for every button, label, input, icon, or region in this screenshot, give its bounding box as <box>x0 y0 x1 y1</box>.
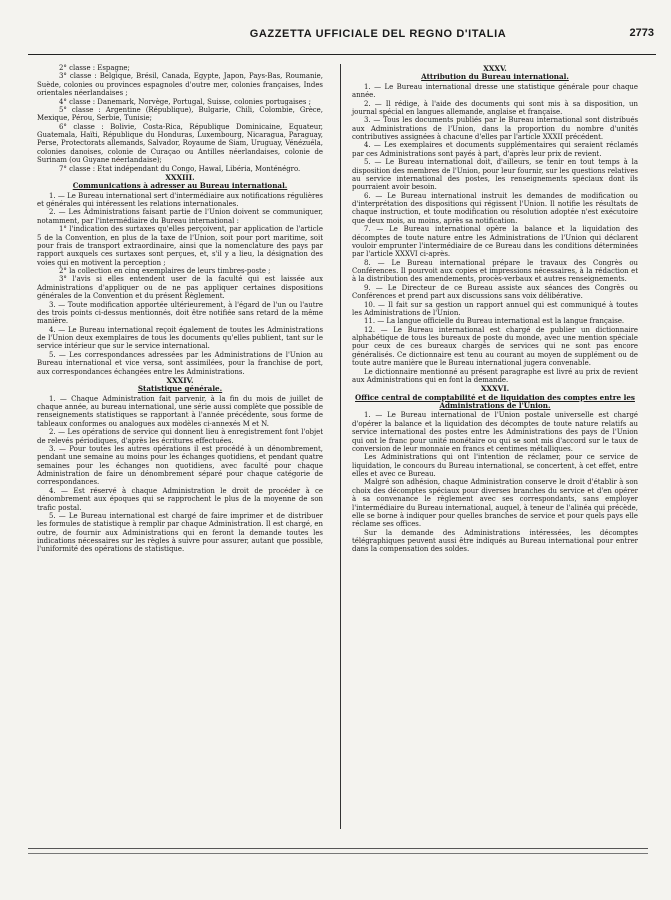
paragraph: 5. — Le Bureau international est chargé de faire imprimer et de distribuer les formules de statistique à remplir par chaque Administration. Il est chargé, en outre, de fournir aux Administrations qui en feront la demande toutes les indications nécessaires sur les règles à suivre pour assurer, autant que possible, l'uniformité des opérations de statistique. <box>37 511 323 554</box>
class-item: 3° classe : Belgique, Brésil, Canada, Egypte, Japon, Pays-Bas, Roumanie, Suède, colonies ou provinces espagnoles d'outre mer, colonies françaises, Indes orientales néerlandaises ; <box>37 72 323 98</box>
class-item: 4° classe : Danemark, Norvège, Portugal, Suisse, colonies portugaises ; <box>59 97 311 106</box>
paragraph: 1. — Le Bureau international sert d'intermédiaire aux notifications régulières et générales qui intéressent les relations internationales. <box>37 191 323 208</box>
paragraph: Les Administrations qui ont l'intention de réclamer, pour ce service de liquidation, le concours du Bureau international, se concertent, à cet effet, entre elles et avec ce Bureau. <box>352 453 638 478</box>
page-number: 2773 <box>629 27 654 39</box>
left-column <box>37 64 323 554</box>
paragraph: 3. — Toute modification apportée ultérieurement, à l'égard de l'un ou l'autre des trois points ci-dessus mentionnés, doit être notifiée sans retard de la même manière. <box>37 300 323 326</box>
paragraph: 2. — Il rédige, à l'aide des documents qui sont mis à sa disposition, un journal spécial en langues allemande, anglaise et française. <box>352 99 638 116</box>
section-number: XXXIII. <box>165 172 195 182</box>
paragraph: 5. — Le Bureau international doit, d'ailleurs, se tenir en tout temps à la disposition des membres de l'Union, pour leur fournir, sur les questions relatives au service international des postes, les renseignements spéciaux dont ils pourraient avoir besoin. <box>352 158 638 192</box>
class-item: 7° classe : Etat indépendant du Congo, Hawaï, Libéria, Monténégro. <box>59 164 301 173</box>
paragraph: 2° la collection en cinq exemplaires de leurs timbres-poste ; <box>59 267 271 275</box>
footer-rule <box>28 848 648 849</box>
paragraph: 4. — Le Bureau international reçoit également de toutes les Administrations de l'Union deux exemplaires de tous les documents qu'elles publient, tant sur le service intérieur que sur le service international. <box>37 325 323 351</box>
paragraph: 1. — Chaque Administration fait parvenir, à la fin du mois de juillet de chaque année, au bureau international, une série aussi complète que possible de renseignements statistiques se rapportant à l'année précédente, sous forme de tableaux conformes ou analogues aux modèles ci-annexés M et N. <box>37 394 323 428</box>
paragraph: 4. — Les exemplaires et documents supplémentaires qui seraient réclamés par ces Administrations sont payés à part, d'après leur prix de revient. <box>352 141 638 158</box>
paragraph: 3. — Pour toutes les autres opérations il est procédé à un dénombrement, pendant une semaine au moins pour les échanges quotidiens, et pendant quatre semaines pour les échanges non quotidiens, avec faculté pour chaque Administration de faire un dénombrement séparé pour chaque catégorie de correspondances. <box>37 444 323 487</box>
paragraph: 8. — Le Bureau international prépare le travaux des Congrès ou Conférences. Il pourvoit aux copies et impressions nécessaires, à la rédaction et à la distribution des amendements, procès-verbaux et autres renseignements. <box>352 258 638 284</box>
paragraph: 9. — Le Directeur de ce Bureau assiste aux séances des Congrès ou Conférences et prend part aux discussions sans voix délibérative. <box>352 283 638 301</box>
paragraph: 11. — La langue officielle du Bureau international est la langue française. <box>364 317 625 326</box>
paragraph: 12. — Le Bureau international est chargé de publier un dictionnaire alphabétique de tous les bureaux de poste du monde, avec une mention spéciale pour ceux de ces bureaux chargés de services qui ne sont pas encore généralisés. Ce dictionnaire est tenu au courant au moyen de supplément ou de toute autre manière que le Bureau international jugera convenable. <box>352 325 638 368</box>
section-title: Communications à adresser au Bureau international. <box>72 181 288 191</box>
class-item: 6° classe : Bolivie, Costa-Rica, République Dominicaine, Equateur, Guatemala, Haïti, République du Honduras, Luxembourg, Nicaragua, Paraguay, Perse, Protectorats allemands, Salvador, Royaume de Siam, Uruguay, Vénézuéla, colonies danoises, colonie de Curaçao ou Antilles néerlandaises, colonie de Surinam (ou Guyane néerlandaise); <box>37 122 323 165</box>
section-title: Office central de comptabilité et de liquidation des comptes entre les Administrations de l'Union. <box>355 392 635 410</box>
page-header <box>0 0 671 58</box>
paragraph: 10. — Il fait sur sa gestion un rapport annuel qui est communiqué à toutes les Administrations de l'Union. <box>352 300 638 317</box>
footer-rule-secondary <box>28 853 648 854</box>
paragraph: 4. — Est réservé à chaque Administration le droit de procéder à ce dénombrement aux époques qui se rapprochent le plus de la moyenne de son trafic postal. <box>37 486 323 512</box>
paragraph: 6. — Le Bureau international instruit les demandes de modification ou d'interprétation des dispositions qui régissent l'Union. Il notifie les résultats de chaque instruction, et toute modification ou résolution adoptée n'est exécutoire que deux mois, au moins, après sa notification. <box>352 191 638 225</box>
paragraph: Sur la demande des Administrations intéressées, les décomptes télégraphiques peuvent aussi être indiqués au Bureau international pour entrer dans la compensation des soldes. <box>352 528 638 554</box>
column-divider <box>340 64 341 829</box>
header-rule <box>28 54 656 55</box>
class-item: 5° classe : Argentine (République), Bulgarie, Chili, Colombie, Grèce, Mexique, Pérou, Serbie, Tunisie; <box>37 105 323 123</box>
section-number: XXXVI. <box>480 384 510 394</box>
right-column <box>352 64 638 554</box>
paragraph: Le dictionnaire mentionné au présent paragraphe est livré au prix de revient aux Administrations qui en font la demande. <box>352 367 638 384</box>
paragraph: 2. — Les Administrations faisant partie de l'Union doivent se communiquer, notamment, par l'intermédiaire du Bureau international : <box>37 208 323 225</box>
section-number: XXXIV. <box>166 375 194 385</box>
paragraph: 5. — Les correspondances adressées par les Administrations de l'Union au Bureau international et vice versa, sont assimilées, pour la franchise de port, aux correspondances échangées entre les Administrations. <box>37 350 323 376</box>
paragraph: 7. — Le Bureau international opère la balance et la liquidation des décomptes de toute nature entre les Administrations de l'Union qui déclarent vouloir emprunter l'intermédiaire de ce Bureau dans les conditions déterminées par l'article XXXVI ci-après. <box>352 225 638 259</box>
paragraph: 3° l'avis si elles entendent user de la faculté qui est laissée aux Administrations d'appliquer ou de ne pas appliquer certaines dispositions générales de la Convention et du présent Règlement. <box>37 275 323 301</box>
paragraph: 2. — Les opérations de service qui donnent lieu à enregistrement font l'objet de relevés périodiques, d'après les écritures effectuées. <box>37 428 323 445</box>
section-title: Statistique générale. <box>137 384 223 394</box>
paragraph: 3. — Tous les documents publiés par le Bureau international sont distribués aux Administrations de l'Union, dans la proportion du nombre d'unités contributives assignées à chacune d'elles par l'article XXXII précédent. <box>352 116 638 141</box>
gazette-title: GAZZETTA UFFICIALE DEL REGNO D'ITALIA <box>249 28 507 40</box>
class-item: 2° classe : Espagne; <box>59 64 130 72</box>
paragraph: Malgré son adhésion, chaque Administration conserve le droit d'établir à son choix des décomptes spéciaux pour diverses branches du service et d'en opérer à sa convenance le règlement avec ses correspondants, sans employer l'intermédiaire du Bureau international, auquel, à teneur de l'alinéa qui précède, elle se borne à indiquer pour quelles branches de service et pour quels pays elle réclame ses offices. <box>352 478 638 529</box>
paragraph: 1. — Le Bureau international de l'Union postale universelle est chargé d'opérer la balance et la liquidation des décomptes de toute nature relatifs au service international des postes entre les Administrations des pays de l'Union qui ont le franc pour unité monétaire ou qui se sont mis d'accord sur le taux de conversion de leur monnaie en francs et centimes métalliques. <box>352 411 638 453</box>
section-title: Attribution du Bureau international. <box>421 72 569 82</box>
section-number: XXXV. <box>483 64 507 73</box>
paragraph: 1° l'indication des surtaxes qu'elles perçoivent, par application de l'article 5 de la Convention, en plus de la taxe de l'Union, soit pour port maritime, soit pour frais de transport extraordinaire, ainsi que la nomenclature des pays par rapport auxquels ces surtaxes sont perçues, et, s'il y a lieu, la désignation des voies qui en motivent la perception ; <box>37 225 323 267</box>
paragraph: 1. — Le Bureau international dresse une statistique générale pour chaque année. <box>352 82 638 100</box>
